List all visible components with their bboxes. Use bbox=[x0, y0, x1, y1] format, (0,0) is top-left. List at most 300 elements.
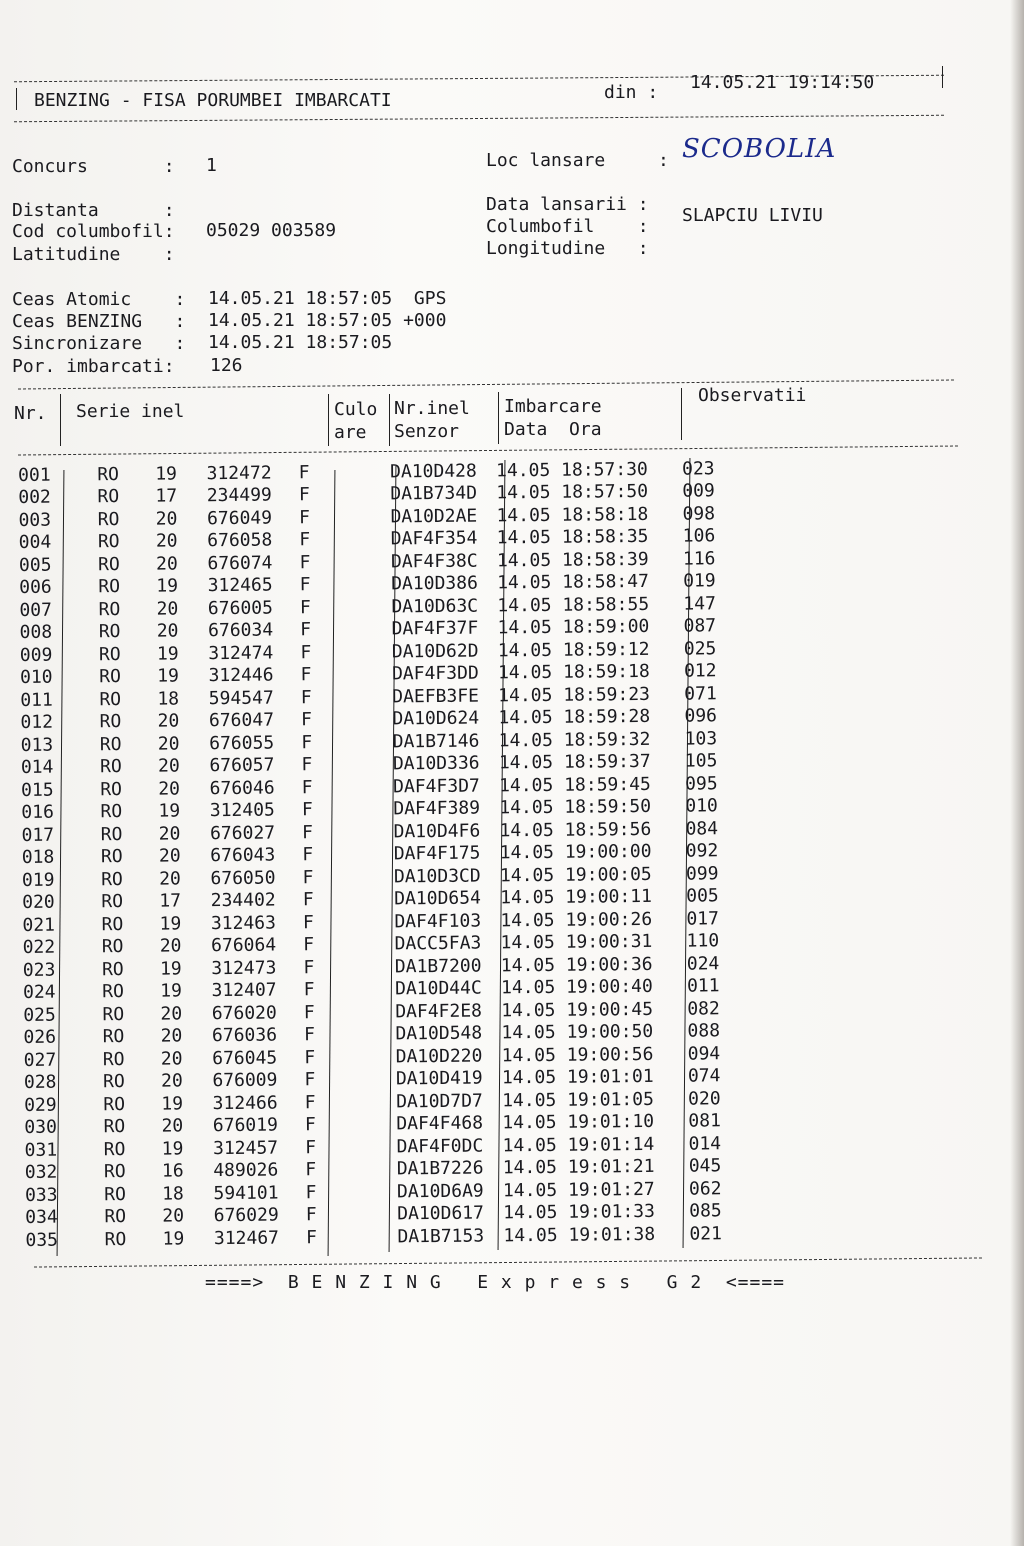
row-datetime bbox=[499, 773, 685, 797]
row-datetime bbox=[502, 1110, 688, 1134]
row-year: 19 bbox=[161, 1093, 184, 1115]
row-country: RO bbox=[99, 688, 122, 710]
row-datetime bbox=[503, 1155, 689, 1179]
row-year: 17 bbox=[155, 485, 178, 507]
row-nr: 035 bbox=[25, 1229, 59, 1251]
row-date: 14.05 bbox=[496, 527, 552, 549]
row-ring-number: 676043 bbox=[210, 844, 276, 867]
row-date: 14.05 bbox=[500, 977, 556, 999]
row-country: RO bbox=[103, 1116, 126, 1138]
row-year: 20 bbox=[156, 598, 179, 620]
row-sex: F bbox=[303, 1024, 316, 1046]
row-datetime bbox=[501, 1020, 687, 1044]
porumbei-imbarcati-label: Por. imbarcati: bbox=[12, 356, 175, 377]
row-nr: 009 bbox=[19, 644, 53, 666]
row-ring-number: 312473 bbox=[211, 957, 277, 979]
row-datetime bbox=[501, 975, 687, 999]
row-country: RO bbox=[100, 846, 123, 868]
row-nr: 034 bbox=[25, 1206, 58, 1229]
row-country: RO bbox=[103, 1161, 126, 1183]
data-lansarii-label: Data lansarii : bbox=[486, 194, 649, 215]
row-country: RO bbox=[104, 1228, 127, 1250]
row-observatii: 045 bbox=[688, 1155, 722, 1177]
row-datetime-gap bbox=[554, 842, 565, 863]
row-nr: 005 bbox=[18, 554, 52, 576]
row-ring-number: 312463 bbox=[210, 912, 277, 934]
row-datetime-gap bbox=[551, 595, 562, 616]
row-nr: 030 bbox=[24, 1116, 57, 1139]
row-culoare bbox=[328, 1135, 396, 1158]
row-sex: F bbox=[300, 709, 312, 731]
row-datetime bbox=[502, 1133, 688, 1157]
row-sensor: DACC5FA3 bbox=[394, 932, 482, 955]
row-culoare bbox=[327, 978, 395, 1001]
row-datetime-gap bbox=[550, 460, 561, 481]
row-country: RO bbox=[99, 756, 122, 778]
row-nr: 018 bbox=[21, 846, 55, 869]
row-datetime-gap bbox=[555, 932, 566, 953]
row-datetime bbox=[500, 908, 686, 932]
row-sensor: DA10D62D bbox=[391, 640, 479, 663]
row-date: 14.05 bbox=[499, 774, 554, 797]
row-year: 20 bbox=[162, 1205, 185, 1227]
row-culoare bbox=[324, 685, 392, 708]
row-datetime bbox=[501, 998, 687, 1022]
row-datetime bbox=[500, 885, 686, 909]
row-nr: 021 bbox=[22, 914, 56, 936]
row-year: 20 bbox=[158, 823, 181, 845]
row-year: 20 bbox=[156, 553, 178, 575]
row-time: 18:59:12 bbox=[562, 638, 650, 661]
row-observatii: 074 bbox=[687, 1065, 721, 1087]
row-culoare bbox=[323, 618, 391, 641]
row-sensor: DA1B734D bbox=[390, 482, 478, 505]
row-sensor: DA10D336 bbox=[392, 752, 480, 775]
row-ring-number: 489026 bbox=[213, 1159, 279, 1182]
row-ring-number: 676055 bbox=[209, 732, 275, 754]
footer-benzing-express: ====> B E N Z I N G E x p r e s s G 2 <==== bbox=[205, 1272, 786, 1293]
row-year: 16 bbox=[161, 1160, 184, 1182]
row-sex: F bbox=[301, 799, 313, 821]
row-nr: 008 bbox=[19, 621, 53, 644]
row-datetime-gap bbox=[551, 550, 562, 571]
row-culoare bbox=[322, 505, 390, 528]
row-datetime-gap bbox=[556, 1090, 567, 1111]
row-sensor: DA1B7146 bbox=[392, 730, 480, 753]
row-culoare bbox=[323, 573, 391, 596]
row-date: 14.05 bbox=[501, 1067, 557, 1089]
row-observatii: 021 bbox=[689, 1223, 723, 1245]
row-culoare bbox=[329, 1203, 397, 1226]
row-datetime bbox=[497, 615, 683, 639]
row-datetime-gap bbox=[556, 1045, 567, 1066]
row-nr: 025 bbox=[23, 1004, 56, 1026]
row-ring-number: 676064 bbox=[211, 934, 277, 957]
row-sensor: DA10D6A9 bbox=[396, 1180, 484, 1203]
row-datetime bbox=[502, 1065, 688, 1089]
row-ring-number: 312472 bbox=[206, 462, 272, 484]
row-nr: 020 bbox=[22, 891, 55, 914]
row-datetime-gap bbox=[556, 1022, 567, 1043]
columbofil-value: SLAPCIU LIVIU bbox=[682, 205, 823, 226]
row-nr: 013 bbox=[20, 734, 54, 756]
row-country: RO bbox=[97, 508, 120, 530]
row-time: 19:01:33 bbox=[568, 1201, 656, 1224]
row-culoare bbox=[322, 460, 390, 483]
row-sex: F bbox=[302, 821, 314, 844]
row-date: 14.05 bbox=[502, 1089, 557, 1112]
row-datetime bbox=[503, 1223, 689, 1247]
row-sex: F bbox=[304, 1091, 316, 1114]
row-date: 14.05 bbox=[498, 684, 553, 707]
row-date: 14.05 bbox=[500, 887, 555, 909]
row-sensor: DAEFB3FE bbox=[392, 685, 480, 708]
row-datetime-gap bbox=[552, 685, 563, 706]
row-observatii: 095 bbox=[685, 773, 718, 795]
pigeon-table bbox=[18, 457, 750, 1251]
divider-nr bbox=[60, 394, 61, 446]
row-date: 14.05 bbox=[501, 1044, 556, 1067]
row-sensor: DA10D2AE bbox=[390, 505, 478, 528]
row-observatii: 009 bbox=[682, 480, 715, 502]
row-datetime-gap bbox=[550, 482, 561, 503]
report-title: BENZING - FISA PORUMBEI IMBARCATI bbox=[34, 90, 392, 111]
row-ring-number: 312467 bbox=[213, 1227, 280, 1249]
row-sensor: DA10D428 bbox=[389, 460, 477, 483]
row-sex: F bbox=[301, 776, 313, 799]
row-nr: 006 bbox=[19, 576, 52, 599]
row-date: 14.05 bbox=[503, 1224, 558, 1247]
row-observatii: 096 bbox=[684, 705, 718, 727]
row-datetime bbox=[496, 503, 682, 527]
latitudine-label: Latitudine : bbox=[12, 244, 175, 265]
row-sensor: DA1B7153 bbox=[397, 1225, 485, 1248]
row-sensor: DA10D548 bbox=[395, 1022, 483, 1045]
row-year: 20 bbox=[157, 733, 180, 755]
row-culoare bbox=[325, 775, 393, 798]
pigeon-table-body bbox=[18, 457, 750, 1251]
row-date: 14.05 bbox=[496, 504, 551, 527]
row-sex: F bbox=[299, 551, 311, 574]
row-ring-number: 676047 bbox=[208, 709, 275, 732]
row-observatii: 106 bbox=[682, 525, 716, 547]
row-culoare bbox=[328, 1068, 396, 1091]
row-ring-number: 312446 bbox=[208, 664, 274, 687]
row-year: 20 bbox=[155, 530, 178, 552]
row-sensor: DA10D419 bbox=[395, 1067, 483, 1090]
row-time: 18:59:32 bbox=[563, 728, 651, 751]
row-sex: F bbox=[305, 1181, 317, 1204]
row-culoare bbox=[329, 1225, 397, 1248]
row-country: RO bbox=[97, 463, 120, 485]
row-ring-number: 676034 bbox=[207, 619, 274, 642]
row-year: 20 bbox=[160, 1003, 183, 1025]
row-culoare bbox=[329, 1180, 397, 1203]
row-nr: 024 bbox=[22, 981, 56, 1004]
row-sensor: DA1B7200 bbox=[394, 955, 482, 978]
row-nr: 002 bbox=[18, 486, 51, 509]
ceas-atomic-label: Ceas Atomic : bbox=[12, 289, 186, 310]
row-datetime-gap bbox=[552, 640, 563, 661]
row-date: 14.05 bbox=[500, 932, 555, 954]
row-datetime-gap bbox=[553, 775, 564, 796]
row-culoare bbox=[328, 1045, 396, 1068]
row-date: 14.05 bbox=[502, 1134, 557, 1157]
row-datetime bbox=[497, 548, 683, 572]
row-datetime bbox=[497, 570, 683, 594]
row-observatii: 024 bbox=[686, 953, 720, 975]
row-sex: F bbox=[303, 1001, 315, 1024]
row-time: 18:57:50 bbox=[561, 481, 649, 504]
row-time: 19:01:21 bbox=[567, 1156, 655, 1179]
row-country: RO bbox=[102, 1048, 125, 1070]
row-sensor: DA10D220 bbox=[395, 1045, 483, 1068]
row-culoare bbox=[323, 528, 391, 551]
row-date: 14.05 bbox=[502, 1157, 558, 1179]
cod-columbofil-label: Cod columbofil: bbox=[12, 221, 175, 242]
row-observatii: 023 bbox=[681, 458, 715, 480]
row-nr: 033 bbox=[24, 1184, 58, 1206]
row-datetime bbox=[501, 953, 687, 977]
row-datetime bbox=[498, 638, 684, 662]
row-year: 17 bbox=[159, 890, 182, 912]
row-ring-number: 676058 bbox=[207, 529, 273, 552]
row-observatii: 088 bbox=[687, 1020, 721, 1042]
row-sensor: DAF4F468 bbox=[396, 1112, 484, 1135]
row-sensor: DA10D386 bbox=[391, 572, 478, 595]
row-datetime-gap bbox=[552, 662, 563, 683]
porumbei-imbarcati-value: 126 bbox=[210, 355, 243, 376]
sincronizare-label: Sincronizare : bbox=[12, 333, 186, 354]
row-observatii: 116 bbox=[682, 548, 716, 570]
row-observatii: 085 bbox=[689, 1200, 722, 1222]
row-datetime bbox=[501, 930, 687, 954]
col-header-serie-inel: Serie inel bbox=[76, 401, 185, 422]
row-ring-number: 234499 bbox=[206, 484, 272, 507]
row-datetime bbox=[499, 728, 685, 752]
distanta-label: Distanta : bbox=[12, 200, 175, 221]
row-date: 14.05 bbox=[503, 1202, 558, 1224]
row-sex: F bbox=[305, 1159, 317, 1181]
row-nr: 031 bbox=[24, 1139, 58, 1161]
row-nr: 029 bbox=[24, 1094, 57, 1116]
row-datetime-gap bbox=[557, 1135, 568, 1156]
row-country: RO bbox=[103, 1093, 126, 1115]
row-date: 14.05 bbox=[496, 482, 551, 504]
row-year: 19 bbox=[162, 1228, 185, 1250]
row-time: 18:59:00 bbox=[562, 616, 650, 639]
row-year: 20 bbox=[156, 620, 179, 642]
row-country: RO bbox=[100, 778, 123, 800]
row-sex: F bbox=[299, 529, 311, 551]
row-sensor: DAF4F0DC bbox=[396, 1135, 484, 1158]
divider-senzor bbox=[498, 392, 499, 444]
col-header-nr-inel-2: Senzor bbox=[394, 421, 460, 442]
row-observatii: 005 bbox=[686, 885, 719, 907]
row-sex: F bbox=[303, 934, 315, 956]
row-year: 19 bbox=[161, 1138, 184, 1160]
row-culoare bbox=[322, 483, 390, 506]
header-left-bar bbox=[16, 88, 17, 110]
row-time: 18:59:45 bbox=[564, 773, 651, 796]
row-year: 20 bbox=[161, 1115, 184, 1137]
row-ring-number: 676074 bbox=[207, 552, 273, 574]
row-datetime-gap bbox=[554, 910, 565, 931]
row-sex: F bbox=[305, 1136, 317, 1159]
row-nr: 016 bbox=[21, 801, 54, 824]
row-datetime bbox=[497, 525, 683, 549]
row-culoare bbox=[326, 865, 394, 888]
row-date: 14.05 bbox=[502, 1112, 557, 1134]
row-date: 14.05 bbox=[496, 549, 552, 572]
row-sensor: DAF4F175 bbox=[393, 842, 481, 865]
ceas-atomic-value: 14.05.21 18:57:05 GPS bbox=[208, 288, 447, 309]
row-culoare bbox=[329, 1158, 397, 1181]
row-datetime-gap bbox=[553, 707, 564, 728]
row-year: 20 bbox=[157, 755, 180, 777]
row-datetime bbox=[497, 593, 683, 617]
row-datetime-gap bbox=[551, 527, 562, 548]
row-time: 18:59:50 bbox=[564, 796, 652, 819]
row-time: 18:58:55 bbox=[562, 593, 650, 616]
row-datetime bbox=[502, 1088, 688, 1112]
row-datetime-gap bbox=[553, 730, 564, 751]
row-nr: 004 bbox=[18, 531, 52, 554]
row-time: 18:59:37 bbox=[563, 751, 651, 774]
concurs-label: Concurs : bbox=[12, 156, 175, 177]
row-time: 19:01:14 bbox=[567, 1133, 655, 1156]
row-country: RO bbox=[97, 531, 120, 553]
row-date: 14.05 bbox=[495, 459, 551, 482]
row-country: RO bbox=[102, 981, 125, 1003]
row-observatii: 105 bbox=[684, 750, 718, 772]
columbofil-label: Columbofil : bbox=[486, 216, 649, 237]
row-sex: F bbox=[305, 1204, 317, 1226]
row-sensor: DA10D63C bbox=[391, 595, 479, 618]
row-datetime-gap bbox=[557, 1157, 568, 1178]
col-header-imbarcare-2: Data Ora bbox=[504, 419, 602, 440]
row-datetime-gap bbox=[556, 1112, 567, 1133]
row-datetime-gap bbox=[551, 505, 562, 526]
row-observatii: 098 bbox=[682, 503, 716, 525]
row-time: 18:58:18 bbox=[561, 503, 649, 526]
row-observatii: 019 bbox=[683, 570, 716, 592]
row-sex: F bbox=[298, 484, 310, 506]
row-sex: F bbox=[304, 1046, 316, 1069]
row-time: 18:59:56 bbox=[564, 818, 652, 841]
row-time: 19:00:56 bbox=[566, 1043, 654, 1066]
row-observatii: 084 bbox=[685, 818, 719, 840]
row-time: 19:00:40 bbox=[565, 976, 653, 999]
row-country: RO bbox=[99, 711, 122, 733]
row-country: RO bbox=[101, 868, 123, 890]
row-ring-number: 312466 bbox=[212, 1092, 278, 1114]
row-year: 20 bbox=[155, 508, 178, 530]
row-culoare bbox=[327, 1000, 395, 1023]
row-time: 18:59:18 bbox=[562, 661, 650, 684]
row-sensor: DA10D617 bbox=[397, 1202, 485, 1225]
row-sensor: DAF4F38C bbox=[390, 550, 478, 573]
row-time: 18:58:35 bbox=[561, 526, 649, 549]
row-time: 19:01:01 bbox=[566, 1066, 654, 1089]
row-nr: 007 bbox=[19, 599, 53, 621]
row-ring-number: 676045 bbox=[212, 1047, 278, 1069]
row-datetime-gap bbox=[553, 797, 564, 818]
row-datetime-gap bbox=[554, 865, 565, 886]
loc-lansare-colon: : bbox=[658, 150, 669, 171]
row-observatii: 099 bbox=[685, 863, 719, 885]
divider-culoare bbox=[389, 394, 390, 446]
row-ring-number: 676049 bbox=[206, 507, 273, 529]
row-nr: 011 bbox=[20, 689, 53, 711]
row-observatii: 071 bbox=[684, 683, 717, 705]
row-ring-number: 676020 bbox=[211, 1002, 277, 1024]
row-culoare bbox=[327, 1023, 395, 1046]
divider-imbarcare bbox=[681, 388, 682, 440]
row-observatii: 082 bbox=[687, 998, 720, 1020]
row-year: 19 bbox=[155, 463, 178, 485]
row-country: RO bbox=[104, 1183, 126, 1205]
row-nr: 032 bbox=[24, 1161, 58, 1184]
row-ring-number: 676019 bbox=[212, 1114, 278, 1137]
row-date: 14.05 bbox=[498, 707, 553, 729]
row-sensor: DAF4F37F bbox=[391, 617, 479, 640]
row-date: 14.05 bbox=[499, 864, 555, 887]
row-sex: F bbox=[305, 1226, 317, 1249]
row-country: RO bbox=[100, 823, 123, 845]
cod-columbofil-value: 05029 003589 bbox=[206, 220, 337, 241]
row-culoare bbox=[324, 663, 392, 686]
din-label: din : bbox=[604, 82, 659, 103]
row-sex: F bbox=[303, 956, 315, 979]
row-sensor: DAF4F3D7 bbox=[393, 775, 480, 798]
row-time: 19:00:45 bbox=[566, 998, 654, 1021]
row-year: 18 bbox=[162, 1183, 184, 1205]
row-datetime-gap bbox=[555, 977, 566, 998]
row-observatii: 017 bbox=[686, 908, 720, 930]
row-observatii: 010 bbox=[685, 795, 718, 817]
row-ring-number: 676029 bbox=[213, 1204, 279, 1227]
row-nr: 015 bbox=[21, 779, 54, 801]
ceas-benzing-label: Ceas BENZING : bbox=[12, 311, 186, 332]
row-year: 20 bbox=[160, 1025, 183, 1047]
row-sensor: DA10D4F6 bbox=[393, 820, 481, 843]
row-date: 14.05 bbox=[497, 617, 552, 639]
row-datetime-gap bbox=[557, 1202, 568, 1223]
concurs-value: 1 bbox=[206, 155, 217, 176]
row-sex: F bbox=[303, 979, 315, 1001]
row-datetime-gap bbox=[553, 752, 564, 773]
row-observatii: 094 bbox=[687, 1043, 721, 1065]
row-year: 19 bbox=[158, 800, 181, 822]
row-date: 14.05 bbox=[502, 1179, 558, 1202]
ceas-benzing-value: 14.05.21 18:57:05 +000 bbox=[208, 310, 447, 331]
row-ring-number: 312405 bbox=[209, 799, 275, 822]
row-observatii: 020 bbox=[688, 1088, 721, 1110]
row-datetime-gap bbox=[554, 820, 565, 841]
row-culoare bbox=[323, 595, 391, 618]
row-ring-number: 594101 bbox=[213, 1182, 279, 1204]
row-datetime bbox=[500, 840, 686, 864]
row-sensor: DA10D3CD bbox=[393, 865, 481, 888]
row-date: 14.05 bbox=[497, 594, 552, 617]
col-header-nr: Nr. bbox=[14, 403, 47, 424]
row-datetime-gap bbox=[555, 1000, 566, 1021]
row-datetime-gap bbox=[554, 887, 565, 908]
row-year: 19 bbox=[157, 665, 179, 687]
row-time: 19:00:36 bbox=[565, 953, 653, 976]
row-country: RO bbox=[98, 621, 121, 643]
